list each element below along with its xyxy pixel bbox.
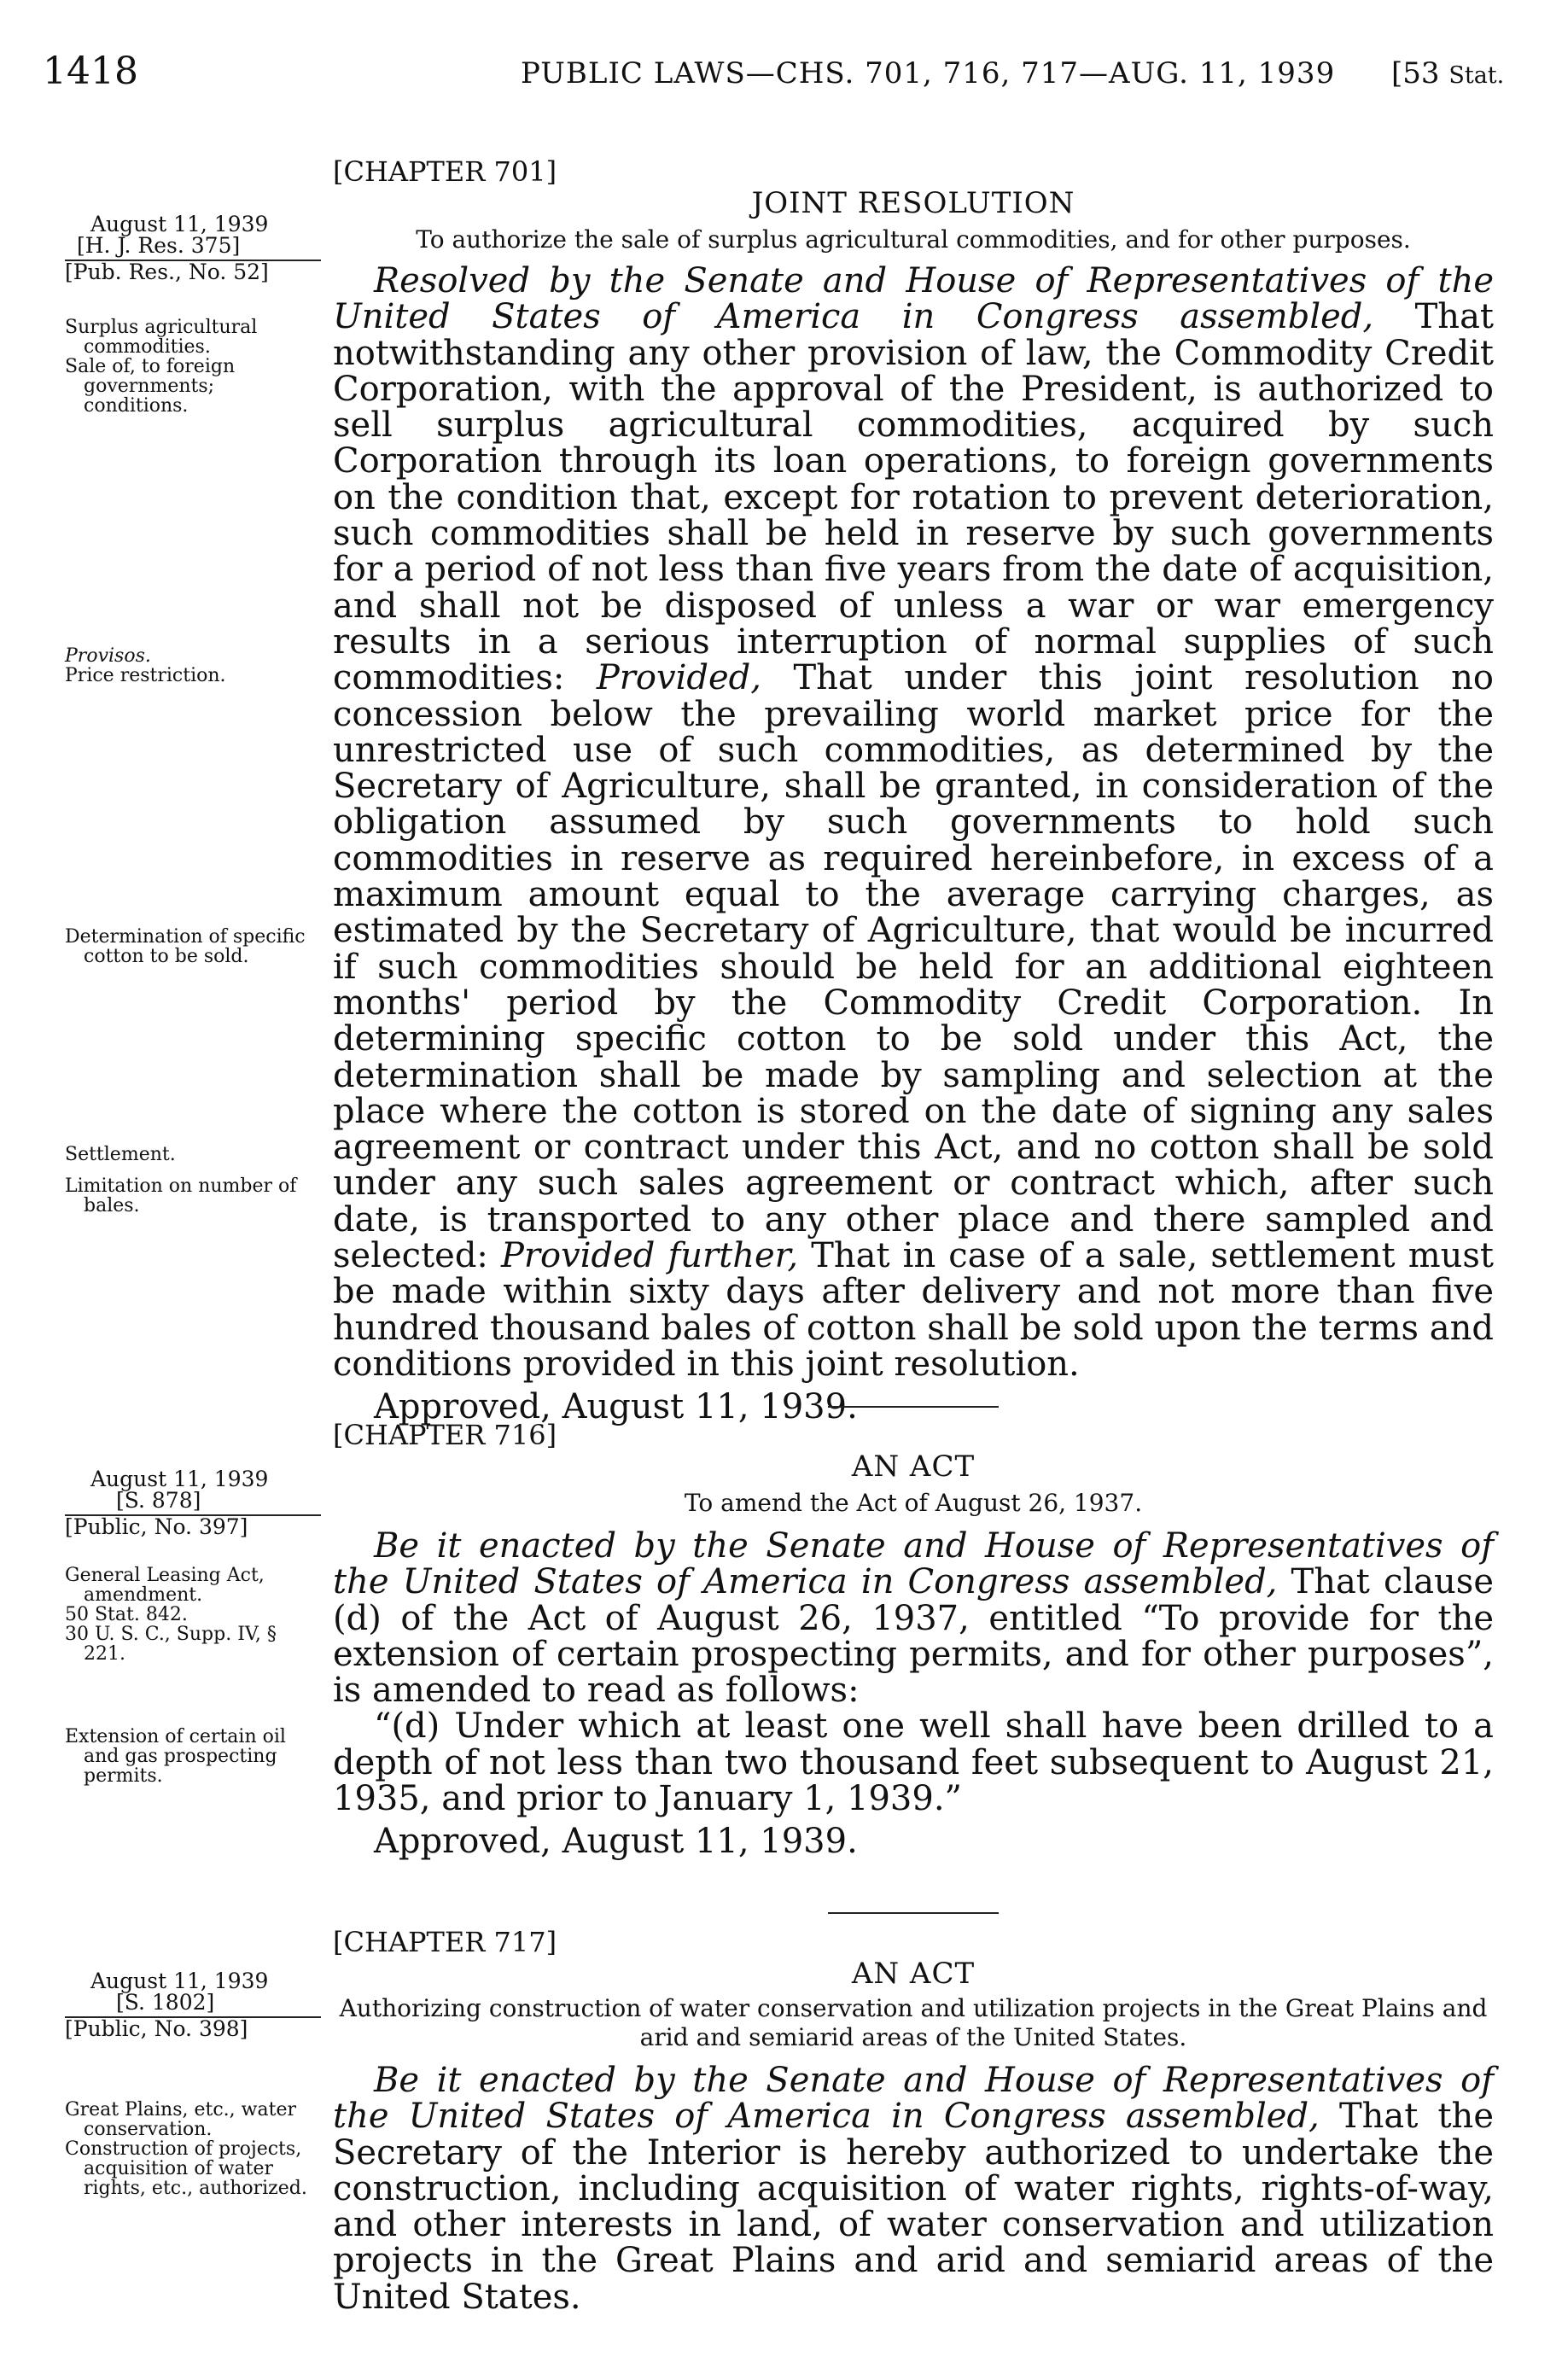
margin-bill-number: [H. J. Res. 375] <box>65 235 321 261</box>
enacting-clause: Be it enacted by the Senate and House of Representatives of the United States of America in Congress assembled, <box>333 1526 1494 1602</box>
statute-volume-label: Stat. <box>1448 62 1505 89</box>
margin-notes-ch701 <box>65 213 321 283</box>
running-head <box>43 50 1505 109</box>
approval-line: Approved, August 11, 1939. <box>374 1387 858 1427</box>
body-text: That the Secretary of the Interior is hereby authorized to undertake the construction, including acquisition of water rights, rights-of-way, and other interests in land, of water conservation and utilization projects in the Great Plains and arid and semiarid areas of the United States. <box>333 2097 1494 2317</box>
document-kind: JOINT RESOLUTION <box>751 186 1075 220</box>
quoted-clause: “(d) Under which at least one well shall have been drilled to a depth of not less than two thousand feet subsequent to August 21, 1935, and prior to January 1, 1939.” <box>333 1706 1494 1819</box>
purpose-line: To authorize the sale of surplus agricultural commodities, and for other purposes. <box>416 225 1411 254</box>
provisos-italic: Provisos. <box>65 645 151 667</box>
margin-bill-number: [S. 878] <box>65 1490 321 1516</box>
statute-volume <box>1391 56 1504 90</box>
margin-note: Price restriction. <box>65 665 226 686</box>
margin-note: Limitation on number of bales. <box>65 1175 297 1216</box>
enacting-clause: Resolved by the Senate and House of Representatives of the United States of America in Congress assembled, <box>333 261 1494 337</box>
margin-note: Construction of projects, acquisition of water rights, etc., authorized. <box>65 2138 307 2199</box>
purpose-line: Authorizing construction of water conservation and utilization projects in the Great Plains and arid and semiarid areas of the United States. <box>339 1994 1488 2051</box>
proviso-label: Provided further, <box>500 1236 799 1276</box>
enacting-clause: Be it enacted by the Senate and House of Representatives of the United States of America in Congress assembled, <box>333 2061 1494 2137</box>
chapter-716 <box>333 1419 1494 1861</box>
body-text: That notwithstanding any other provision of law, the Commodity Credit Corporation, with the approval of the President, is authorized to sell surplus agricultural commodities, acquired by such Corporation through its loan operations, to foreign governments on the condition that, except for rotation to prevent deterioration, such commodities shall be held in reserve by such governments for a period of not less than five years from the date of acquisition, and shall not be disposed of unless a war or war emergency results in a serious interruption of normal supplies of such commodities: <box>333 297 1494 698</box>
margin-note: 50 Stat. 842. <box>65 1604 188 1625</box>
margin-date: August 11, 1939 <box>90 1969 269 1993</box>
margin-note-determination <box>65 927 321 966</box>
margin-note: Sale of, to foreign governments; conditions. <box>65 356 236 417</box>
document-kind: AN ACT <box>851 1957 976 1991</box>
page-number: 1418 <box>43 50 138 93</box>
margin-note: General Leasing Act, amendment. <box>65 1565 265 1606</box>
margin-notes-ch717 <box>65 1970 321 2039</box>
margin-provisos-label <box>65 646 321 666</box>
body-text: That clause (d) of the Act of August 26, 1937, entitled “To provide for the extension of certain prospecting permits, and for other purposes”, is amended to read as follows: <box>333 1562 1494 1711</box>
margin-note: 30 U. S. C., Supp. IV, § 221. <box>65 1624 277 1665</box>
chapter-701 <box>333 155 1494 1426</box>
approval-line: Approved, August 11, 1939. <box>374 1822 858 1862</box>
body-text: That in case of a sale, settlement must be made within sixty days after delivery and not more than five hundred thousand bales of cotton shall be sold upon the terms and conditions provided in this joint resolution. <box>333 1236 1495 1384</box>
proviso-label: Provided, <box>596 658 761 698</box>
running-title: PUBLIC LAWS—CHS. 701, 716, 717—AUG. 11, 1939 <box>521 56 1336 90</box>
margin-note-great-plains <box>65 2100 321 2198</box>
margin-note-extension <box>65 1727 321 1786</box>
margin-note: Great Plains, etc., water conservation. <box>65 2099 296 2140</box>
margin-note: Determination of specific cotton to be sold. <box>65 926 306 967</box>
margin-note: Extension of certain oil and gas prospecting permits. <box>65 1726 286 1787</box>
margin-public-number: [Public, No. 397] <box>65 1514 248 1539</box>
chapter-heading: [CHAPTER 701] <box>333 155 557 188</box>
margin-note-limitation <box>65 1176 321 1216</box>
statute-volume-prefix: [53 <box>1391 56 1449 90</box>
margin-public-number: [Public, No. 398] <box>65 2016 248 2041</box>
margin-note: Surplus agricultural commodities. <box>65 317 258 358</box>
margin-date: August 11, 1939 <box>90 212 269 236</box>
margin-note-leasing <box>65 1566 321 1664</box>
margin-bill-number: [S. 1802] <box>65 1992 321 2018</box>
chapter-heading: [CHAPTER 716] <box>333 1419 557 1451</box>
resolution-body <box>333 263 1494 1382</box>
act-text <box>333 2062 1494 2315</box>
margin-note-provisos <box>65 646 321 685</box>
act-body <box>333 1528 1494 1817</box>
margin-notes-ch716 <box>65 1468 321 1537</box>
margin-note-settlement <box>65 1145 321 1164</box>
document-kind: AN ACT <box>851 1450 976 1484</box>
chapter-717 <box>333 1926 1494 2315</box>
resolution-text <box>333 263 1494 1382</box>
body-text: That under this joint resolution no concession below the prevailing world market price for the unrestricted use of such commodities, as determined by the Secretary of Agriculture, shall be granted, in consideration of the obligation assumed by such governments to hold such commodities in reserve as required hereinbefore, in excess of a maximum amount equal to the average carrying charges, as estimated by the Secretary of Agriculture, that would be incurred if such commodities should be held for an additional eighteen months' period by the Commodity Credit Corporation. In determining specific cotton to be sold under this Act, the determination shall be made by sampling and selection at the place where the cotton is stored on the date of signing any sales agreement or contract under this Act, and no cotton shall be sold under any such sales agreement or contract which, after such date, is transported to any other place and there sampled and selected: <box>333 658 1494 1276</box>
section-divider <box>828 1406 999 1408</box>
act-text <box>333 1526 1494 1711</box>
margin-note: Settlement. <box>65 1144 176 1165</box>
chapter-heading: [CHAPTER 717] <box>333 1926 557 1958</box>
act-body <box>333 2062 1494 2315</box>
margin-note-surplus <box>65 318 321 416</box>
margin-public-number: [Pub. Res., No. 52] <box>65 260 269 284</box>
purpose-line: To amend the Act of August 26, 1937. <box>684 1489 1143 1517</box>
margin-date: August 11, 1939 <box>90 1467 269 1491</box>
section-divider <box>828 1912 999 1914</box>
